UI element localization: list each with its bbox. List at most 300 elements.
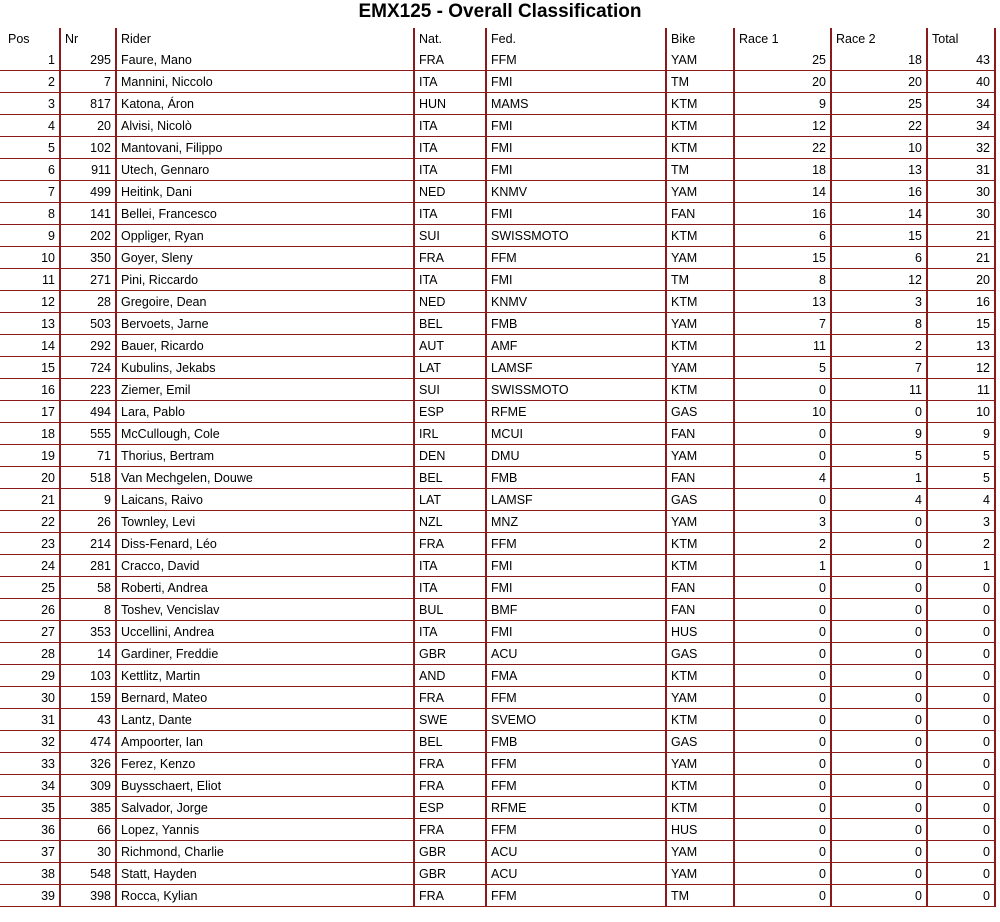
table-row (0, 731, 995, 753)
cell-bike: TM (666, 71, 734, 93)
cell-pos: 1 (0, 49, 60, 71)
cell-fed: FMB (486, 467, 666, 489)
cell-race-2: 0 (831, 819, 927, 841)
cell-race-1: 14 (734, 181, 831, 203)
cell-nr: 58 (60, 577, 116, 599)
cell-nat: FRA (414, 533, 486, 555)
cell-total: 11 (927, 379, 995, 401)
cell-bike: YAM (666, 313, 734, 335)
table-row (0, 467, 995, 489)
cell-nr: 102 (60, 137, 116, 159)
cell-nat: GBR (414, 841, 486, 863)
cell-pos: 38 (0, 863, 60, 885)
cell-nat: AUT (414, 335, 486, 357)
cell-total: 0 (927, 643, 995, 665)
column-header-bike[interactable]: Bike (666, 28, 734, 49)
cell-fed: SWISSMOTO (486, 379, 666, 401)
cell-nr: 159 (60, 687, 116, 709)
cell-race-2: 11 (831, 379, 927, 401)
cell-nat: NED (414, 291, 486, 313)
cell-bike: HUS (666, 621, 734, 643)
cell-total: 20 (927, 269, 995, 291)
cell-nat: ITA (414, 621, 486, 643)
cell-nat: ESP (414, 797, 486, 819)
cell-nat: GBR (414, 863, 486, 885)
cell-bike: KTM (666, 709, 734, 731)
cell-nat: DEN (414, 445, 486, 467)
table-row (0, 621, 995, 643)
cell-nat: ITA (414, 577, 486, 599)
column-header-nr[interactable]: Nr (60, 28, 116, 49)
table-row (0, 357, 995, 379)
cell-race-1: 0 (734, 423, 831, 445)
cell-nr: 911 (60, 159, 116, 181)
cell-bike: KTM (666, 291, 734, 313)
cell-total: 0 (927, 621, 995, 643)
cell-race-1: 13 (734, 291, 831, 313)
cell-total: 0 (927, 709, 995, 731)
cell-nr: 385 (60, 797, 116, 819)
cell-nr: 71 (60, 445, 116, 467)
table-row (0, 71, 995, 93)
cell-total: 0 (927, 841, 995, 863)
cell-fed: FMI (486, 71, 666, 93)
cell-nat: NED (414, 181, 486, 203)
table-row (0, 137, 995, 159)
cell-race-2: 12 (831, 269, 927, 291)
classification-table-container (0, 28, 1000, 907)
table-row (0, 335, 995, 357)
cell-fed: FFM (486, 687, 666, 709)
cell-nat: BUL (414, 599, 486, 621)
cell-race-1: 15 (734, 247, 831, 269)
cell-nat: ITA (414, 269, 486, 291)
cell-fed: AMF (486, 335, 666, 357)
table-row (0, 753, 995, 775)
cell-bike: GAS (666, 731, 734, 753)
cell-fed: FFM (486, 775, 666, 797)
cell-nr: 66 (60, 819, 116, 841)
cell-rider: Ampoorter, Ian (116, 731, 414, 753)
cell-race-2: 0 (831, 885, 927, 907)
cell-rider: Ziemer, Emil (116, 379, 414, 401)
cell-rider: Faure, Mano (116, 49, 414, 71)
cell-bike: KTM (666, 137, 734, 159)
table-row (0, 687, 995, 709)
cell-nr: 555 (60, 423, 116, 445)
cell-race-1: 0 (734, 445, 831, 467)
cell-total: 0 (927, 753, 995, 775)
cell-race-2: 0 (831, 599, 927, 621)
cell-fed: ACU (486, 841, 666, 863)
cell-total: 30 (927, 181, 995, 203)
cell-race-2: 0 (831, 555, 927, 577)
cell-rider: Bauer, Ricardo (116, 335, 414, 357)
cell-nat: FRA (414, 49, 486, 71)
cell-nr: 518 (60, 467, 116, 489)
cell-pos: 9 (0, 225, 60, 247)
column-header-total[interactable]: Total (927, 28, 995, 49)
cell-fed: FMI (486, 115, 666, 137)
table-row (0, 115, 995, 137)
cell-nr: 494 (60, 401, 116, 423)
cell-total: 32 (927, 137, 995, 159)
cell-race-1: 2 (734, 533, 831, 555)
cell-fed: KNMV (486, 181, 666, 203)
cell-race-1: 18 (734, 159, 831, 181)
cell-pos: 16 (0, 379, 60, 401)
table-row (0, 269, 995, 291)
cell-nat: BEL (414, 313, 486, 335)
cell-race-2: 0 (831, 511, 927, 533)
cell-total: 30 (927, 203, 995, 225)
cell-fed: RFME (486, 401, 666, 423)
column-header-fed[interactable]: Fed. (486, 28, 666, 49)
cell-race-1: 7 (734, 313, 831, 335)
cell-bike: YAM (666, 357, 734, 379)
cell-race-1: 16 (734, 203, 831, 225)
cell-pos: 15 (0, 357, 60, 379)
cell-total: 10 (927, 401, 995, 423)
cell-bike: KTM (666, 115, 734, 137)
cell-total: 5 (927, 445, 995, 467)
cell-rider: Thorius, Bertram (116, 445, 414, 467)
cell-nat: ITA (414, 555, 486, 577)
cell-pos: 24 (0, 555, 60, 577)
column-header-pos[interactable]: Pos (0, 28, 60, 49)
cell-rider: McCullough, Cole (116, 423, 414, 445)
cell-pos: 17 (0, 401, 60, 423)
cell-pos: 27 (0, 621, 60, 643)
cell-pos: 12 (0, 291, 60, 313)
cell-bike: KTM (666, 665, 734, 687)
cell-fed: FMI (486, 203, 666, 225)
cell-pos: 19 (0, 445, 60, 467)
cell-rider: Kettlitz, Martin (116, 665, 414, 687)
cell-pos: 3 (0, 93, 60, 115)
table-row (0, 511, 995, 533)
cell-race-1: 0 (734, 841, 831, 863)
cell-bike: YAM (666, 445, 734, 467)
cell-nr: 309 (60, 775, 116, 797)
cell-race-1: 0 (734, 797, 831, 819)
cell-race-1: 20 (734, 71, 831, 93)
cell-nat: FRA (414, 247, 486, 269)
table-row (0, 709, 995, 731)
cell-nat: ESP (414, 401, 486, 423)
cell-race-2: 0 (831, 665, 927, 687)
cell-bike: YAM (666, 49, 734, 71)
cell-nat: BEL (414, 467, 486, 489)
cell-rider: Lantz, Dante (116, 709, 414, 731)
cell-total: 16 (927, 291, 995, 313)
table-row (0, 775, 995, 797)
cell-nr: 350 (60, 247, 116, 269)
cell-nat: ITA (414, 137, 486, 159)
cell-nr: 7 (60, 71, 116, 93)
cell-pos: 2 (0, 71, 60, 93)
cell-bike: YAM (666, 181, 734, 203)
cell-pos: 28 (0, 643, 60, 665)
cell-race-1: 9 (734, 93, 831, 115)
cell-total: 34 (927, 93, 995, 115)
cell-rider: Statt, Hayden (116, 863, 414, 885)
cell-race-1: 0 (734, 731, 831, 753)
cell-race-1: 25 (734, 49, 831, 71)
column-header-nat[interactable]: Nat. (414, 28, 486, 49)
cell-nr: 26 (60, 511, 116, 533)
cell-fed: DMU (486, 445, 666, 467)
cell-fed: SVEMO (486, 709, 666, 731)
cell-rider: Bernard, Mateo (116, 687, 414, 709)
cell-bike: GAS (666, 401, 734, 423)
cell-pos: 29 (0, 665, 60, 687)
cell-rider: Richmond, Charlie (116, 841, 414, 863)
cell-rider: Alvisi, Nicolò (116, 115, 414, 137)
cell-fed: FFM (486, 753, 666, 775)
cell-total: 21 (927, 247, 995, 269)
cell-total: 43 (927, 49, 995, 71)
cell-race-2: 0 (831, 709, 927, 731)
cell-bike: YAM (666, 753, 734, 775)
cell-nr: 398 (60, 885, 116, 907)
cell-race-1: 1 (734, 555, 831, 577)
cell-bike: YAM (666, 511, 734, 533)
cell-race-2: 25 (831, 93, 927, 115)
cell-race-1: 0 (734, 819, 831, 841)
cell-race-2: 0 (831, 797, 927, 819)
table-row (0, 643, 995, 665)
cell-pos: 35 (0, 797, 60, 819)
cell-total: 1 (927, 555, 995, 577)
cell-fed: FMI (486, 269, 666, 291)
cell-race-1: 3 (734, 511, 831, 533)
cell-pos: 34 (0, 775, 60, 797)
cell-race-1: 22 (734, 137, 831, 159)
cell-race-2: 0 (831, 533, 927, 555)
cell-fed: FFM (486, 247, 666, 269)
cell-nr: 499 (60, 181, 116, 203)
cell-nat: LAT (414, 357, 486, 379)
cell-race-1: 8 (734, 269, 831, 291)
cell-rider: Ferez, Kenzo (116, 753, 414, 775)
cell-nr: 14 (60, 643, 116, 665)
cell-total: 0 (927, 863, 995, 885)
cell-race-1: 0 (734, 379, 831, 401)
cell-pos: 13 (0, 313, 60, 335)
cell-nat: GBR (414, 643, 486, 665)
cell-rider: Heitink, Dani (116, 181, 414, 203)
cell-race-1: 0 (734, 665, 831, 687)
table-row (0, 533, 995, 555)
cell-race-2: 0 (831, 621, 927, 643)
cell-nr: 281 (60, 555, 116, 577)
cell-total: 12 (927, 357, 995, 379)
table-row (0, 203, 995, 225)
cell-rider: Laicans, Raivo (116, 489, 414, 511)
cell-nat: NZL (414, 511, 486, 533)
cell-fed: FMI (486, 159, 666, 181)
cell-pos: 5 (0, 137, 60, 159)
cell-race-2: 0 (831, 731, 927, 753)
cell-race-1: 0 (734, 643, 831, 665)
cell-nat: ITA (414, 203, 486, 225)
cell-pos: 39 (0, 885, 60, 907)
cell-pos: 37 (0, 841, 60, 863)
cell-pos: 6 (0, 159, 60, 181)
cell-nr: 202 (60, 225, 116, 247)
cell-race-2: 5 (831, 445, 927, 467)
cell-race-2: 3 (831, 291, 927, 313)
cell-rider: Lara, Pablo (116, 401, 414, 423)
cell-total: 0 (927, 665, 995, 687)
table-row (0, 225, 995, 247)
cell-pos: 8 (0, 203, 60, 225)
table-row (0, 159, 995, 181)
cell-race-1: 5 (734, 357, 831, 379)
cell-race-2: 0 (831, 775, 927, 797)
cell-bike: FAN (666, 577, 734, 599)
cell-nr: 724 (60, 357, 116, 379)
cell-race-2: 9 (831, 423, 927, 445)
cell-bike: FAN (666, 599, 734, 621)
cell-bike: FAN (666, 423, 734, 445)
cell-race-1: 0 (734, 753, 831, 775)
cell-pos: 7 (0, 181, 60, 203)
cell-race-2: 8 (831, 313, 927, 335)
cell-race-2: 18 (831, 49, 927, 71)
cell-rider: Rocca, Kylian (116, 885, 414, 907)
cell-race-2: 13 (831, 159, 927, 181)
cell-rider: Gregoire, Dean (116, 291, 414, 313)
cell-total: 9 (927, 423, 995, 445)
cell-bike: TM (666, 885, 734, 907)
cell-race-1: 12 (734, 115, 831, 137)
cell-bike: HUS (666, 819, 734, 841)
cell-race-1: 0 (734, 577, 831, 599)
cell-race-1: 0 (734, 863, 831, 885)
table-row (0, 93, 995, 115)
table-body (0, 49, 995, 907)
table-row (0, 445, 995, 467)
cell-fed: FMI (486, 621, 666, 643)
cell-rider: Lopez, Yannis (116, 819, 414, 841)
cell-bike: YAM (666, 687, 734, 709)
cell-fed: BMF (486, 599, 666, 621)
cell-pos: 20 (0, 467, 60, 489)
cell-fed: FMI (486, 577, 666, 599)
table-row (0, 885, 995, 907)
cell-fed: LAMSF (486, 489, 666, 511)
cell-pos: 22 (0, 511, 60, 533)
cell-race-1: 11 (734, 335, 831, 357)
cell-race-1: 0 (734, 775, 831, 797)
column-header-rider[interactable]: Rider (116, 28, 414, 49)
cell-nat: BEL (414, 731, 486, 753)
cell-nat: FRA (414, 885, 486, 907)
cell-rider: Utech, Gennaro (116, 159, 414, 181)
cell-rider: Uccellini, Andrea (116, 621, 414, 643)
page-title: EMX125 - Overall Classification (358, 1, 642, 22)
cell-race-1: 6 (734, 225, 831, 247)
cell-total: 0 (927, 577, 995, 599)
cell-pos: 30 (0, 687, 60, 709)
cell-total: 0 (927, 599, 995, 621)
cell-rider: Katona, Áron (116, 93, 414, 115)
cell-fed: ACU (486, 643, 666, 665)
cell-nat: AND (414, 665, 486, 687)
cell-fed: RFME (486, 797, 666, 819)
cell-race-2: 10 (831, 137, 927, 159)
column-header-race-1[interactable]: Race 1 (734, 28, 831, 49)
cell-total: 0 (927, 797, 995, 819)
cell-nat: ITA (414, 71, 486, 93)
table-header (0, 28, 995, 49)
cell-nr: 20 (60, 115, 116, 137)
cell-fed: ACU (486, 863, 666, 885)
table-row (0, 49, 995, 71)
cell-race-2: 0 (831, 687, 927, 709)
cell-race-2: 4 (831, 489, 927, 511)
table-row (0, 797, 995, 819)
cell-nr: 271 (60, 269, 116, 291)
cell-nr: 28 (60, 291, 116, 313)
cell-nat: ITA (414, 115, 486, 137)
cell-pos: 25 (0, 577, 60, 599)
cell-pos: 33 (0, 753, 60, 775)
cell-nat: FRA (414, 775, 486, 797)
cell-fed: KNMV (486, 291, 666, 313)
cell-nat: SWE (414, 709, 486, 731)
cell-fed: FFM (486, 49, 666, 71)
cell-nat: FRA (414, 687, 486, 709)
column-header-race-2[interactable]: Race 2 (831, 28, 927, 49)
cell-nr: 548 (60, 863, 116, 885)
cell-nat: IRL (414, 423, 486, 445)
table-row (0, 313, 995, 335)
cell-nr: 223 (60, 379, 116, 401)
cell-bike: FAN (666, 203, 734, 225)
classification-table (0, 28, 996, 907)
cell-fed: FFM (486, 885, 666, 907)
cell-bike: YAM (666, 247, 734, 269)
cell-total: 0 (927, 885, 995, 907)
cell-fed: FFM (486, 819, 666, 841)
table-row (0, 819, 995, 841)
cell-nat: SUI (414, 225, 486, 247)
cell-pos: 36 (0, 819, 60, 841)
cell-race-1: 0 (734, 599, 831, 621)
cell-total: 31 (927, 159, 995, 181)
cell-fed: FMI (486, 555, 666, 577)
cell-rider: Toshev, Vencislav (116, 599, 414, 621)
cell-fed: FMB (486, 313, 666, 335)
cell-pos: 26 (0, 599, 60, 621)
cell-nat: ITA (414, 159, 486, 181)
cell-race-2: 16 (831, 181, 927, 203)
table-row (0, 247, 995, 269)
cell-nat: SUI (414, 379, 486, 401)
cell-nr: 103 (60, 665, 116, 687)
cell-race-2: 15 (831, 225, 927, 247)
cell-fed: FMA (486, 665, 666, 687)
cell-fed: MNZ (486, 511, 666, 533)
cell-race-2: 0 (831, 841, 927, 863)
cell-nr: 817 (60, 93, 116, 115)
cell-fed: SWISSMOTO (486, 225, 666, 247)
cell-race-1: 4 (734, 467, 831, 489)
cell-total: 0 (927, 687, 995, 709)
